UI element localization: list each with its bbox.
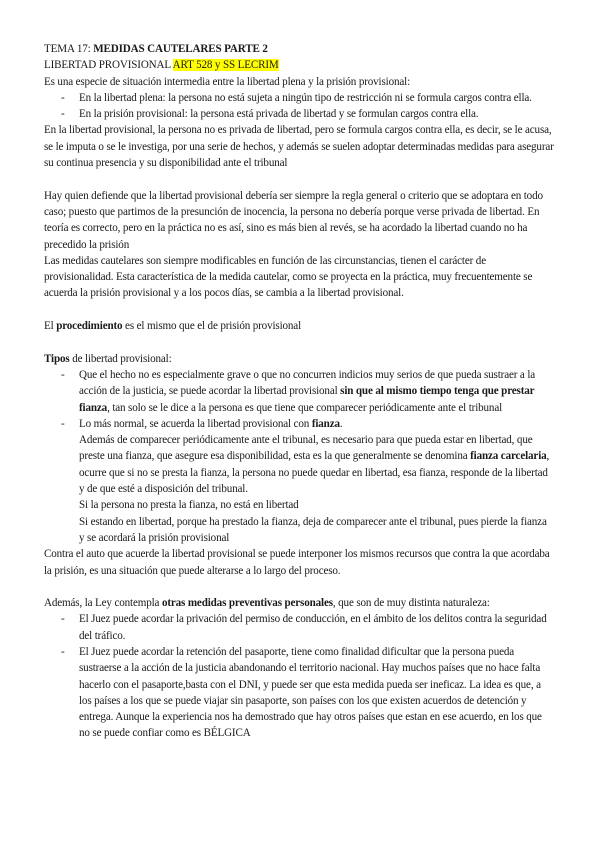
list-item: - El Juez puede acordar la privación del permiso de conducción, en el ámbito de los delitos contra la seguridad del tráfico.	[44, 611, 554, 644]
paragraph-modificables: Las medidas cautelares son siempre modificables en función de las circunstancias, tienen el carácter de provisionalidad. Esta característica de la medida cautelar, como se proyecta en la práctica, muy frecuentemente se acuerda la prisión provisional y a los pocos días, se cambia a la libertad provisional.	[44, 254, 533, 300]
list-item	[44, 367, 554, 416]
text-span: , ocurre que si no se presta la fianza, la persona no puede quedar en libertad, esa fianza, responde de la libertad y de que esté a disposición del tribunal.	[79, 450, 550, 496]
text-span: , tan solo se le dice a la persona es que tiene que comparecer periódicamente ante el tribunal	[107, 401, 503, 414]
intro-list	[44, 90, 554, 123]
bold-term: sin que al mismo tiempo tenga que prestar fianza	[79, 385, 535, 414]
paragraph-otras-medidas	[44, 595, 554, 611]
bold-term: fianza carcelaria	[470, 450, 547, 463]
text-span: El	[44, 320, 57, 333]
title-bold: MEDIDAS CAUTELARES PARTE 2	[93, 43, 268, 55]
list-item: - En la prisión provisional: la persona está privada de libertad y se formulan cargos contra ella.	[44, 106, 554, 122]
bold-term: procedimiento	[56, 320, 123, 333]
text-span: Que el hecho no es especialmente grave o que no concurren indicios muy serios de que pueda sustraer a la acción de la justicia, se puede acordar la libertad provisional	[79, 368, 536, 398]
text-span: Lo más normal, se acuerda la libertad provisional con	[79, 417, 312, 430]
fianza-line: Si estando en libertad, porque ha prestado la fianza, deja de comparecer ante el tribunal, pues pierde la fianza y se acordará la prisión provisional	[79, 515, 547, 544]
document-page	[44, 41, 554, 742]
text-span: , que son de muy distinta naturaleza:	[332, 597, 490, 610]
bold-term: otras medidas preventivas personales	[161, 597, 333, 610]
list-item	[44, 416, 554, 432]
otras-medidas-list	[44, 611, 554, 741]
fianza-detail	[44, 432, 554, 497]
highlighted-article-reference: ART 528 y SS LECRIM	[172, 59, 279, 72]
bold-term: Tipos	[44, 352, 70, 365]
paragraph-tipos	[44, 351, 554, 367]
paragraph-recursos: Contra el auto que acuerde la libertad provisional se puede interponer los mismos recursos que contra la que acordaba la prisión, es una situación que puede alterarse a lo largo del proceso.	[44, 548, 550, 577]
paragraph-procedimiento	[44, 318, 554, 334]
document-title	[44, 41, 554, 57]
paragraph-libertad-provisional: En la libertad provisional, la persona no es privada de libertad, pero se formula cargos contra ella, es decir, se le acusa, se le imputa o se le investiga, por una serie de hechos, y además se suelen adoptar determinadas medidas para asegurar su continua presencia y su disponibilidad ante el tribunal	[44, 124, 554, 170]
section-heading	[44, 57, 554, 73]
fianza-line: Si la persona no presta la fianza, no está en libertad	[79, 499, 299, 512]
section-heading-text: LIBERTAD PROVISIONAL	[44, 59, 173, 72]
text-span: de libertad provisional:	[69, 352, 172, 365]
list-item: - El Juez puede acordar la retención del pasaporte, tiene como finalidad dificultar que la persona pueda sustraerse a la acción de la justicia abandonando el territorio nacional. Hay muchos países que no hace falta hacerlo con el pasaporte,basta con el DNI, y puede ser que esta medida pueda ser ineficaz. La idea es que, a los países a los que se puede viajar sin pasaporte, son países con los que existen acuerdos de detención y entrega. Aunque la experiencia nos ha demostrado que hay otros países que estan en ese acuerdo, en los que no se puede confiar como es BÉLGICA	[44, 644, 554, 742]
text-span: Además de comparecer periódicamente ante el tribunal, es necesario para que pueda estar en libertad, que preste una fianza, que asegure esa disponibilidad, esta es la que generalmente se denomina	[79, 434, 533, 463]
bold-term: fianza	[311, 417, 340, 430]
text-span: es el mismo que el de prisión provisional	[122, 320, 302, 333]
list-item: - En la libertad plena: la persona no está sujeta a ningún tipo de restricción ni se formula cargos contra ella.	[44, 90, 554, 106]
text-span: Además, la Ley contempla	[44, 597, 162, 610]
paragraph-regla-general: Hay quien defiende que la libertad provisional debería ser siempre la regla general o criterio que se adoptara en todo caso; puesto que partimos de la presunción de inocencia, la persona no debería porque verse privada de libertad. En teoría es correcto, pero en la práctica no es así, sino es más bien al revés, se ha acordado la libertad cuando no ha precedido la prisión	[44, 189, 543, 251]
text-span: .	[339, 417, 343, 430]
title-prefix: TEMA 17:	[44, 43, 94, 55]
intro-paragraph: Es una especie de situación intermedia entre la libertad plena y la prisión provisional:	[44, 75, 411, 88]
tipos-list	[44, 367, 554, 432]
